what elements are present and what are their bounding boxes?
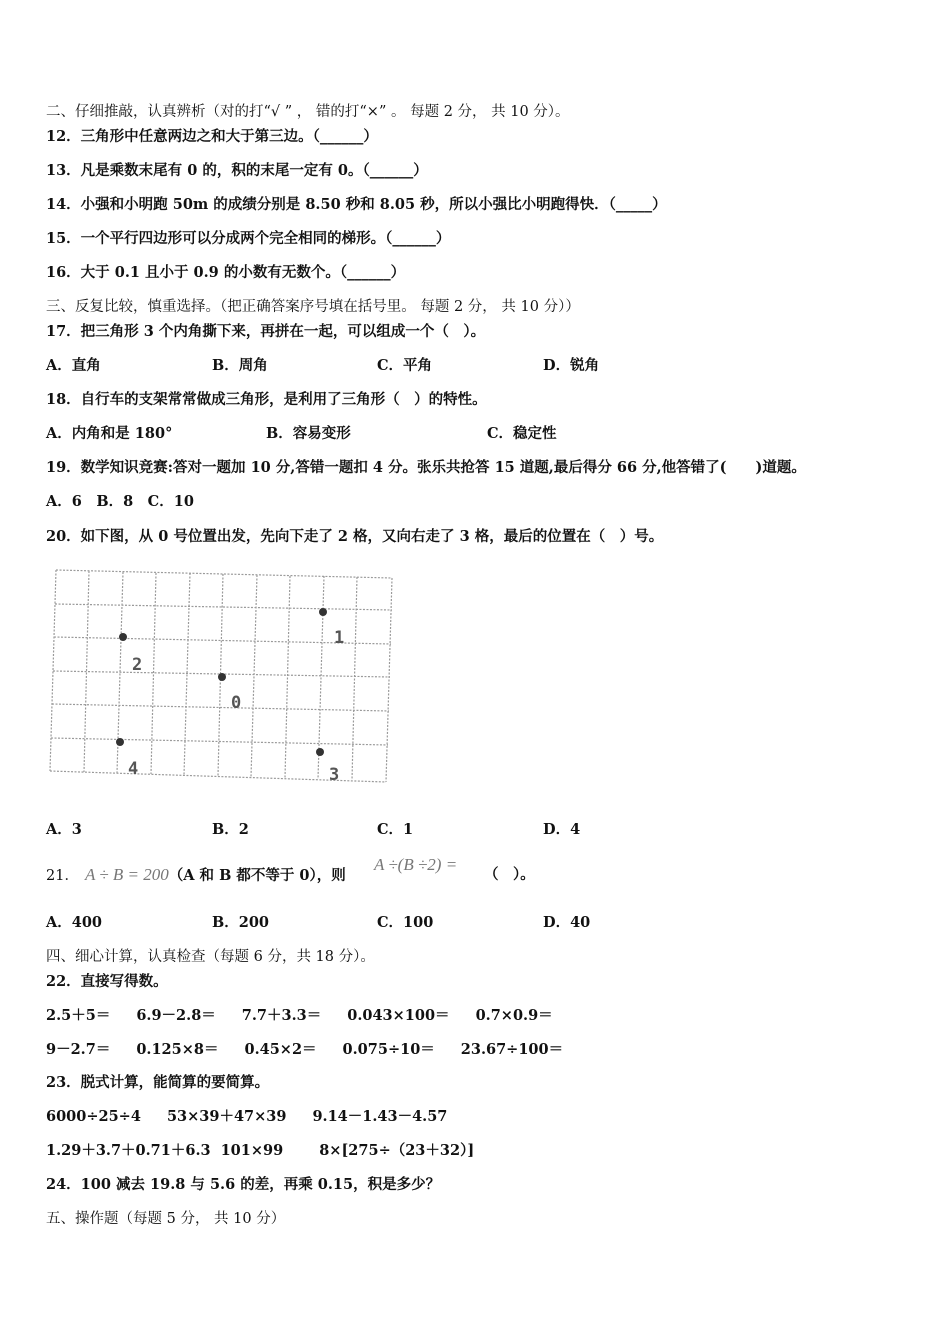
position-grid-figure <box>46 564 398 788</box>
grid-label-1: 1 <box>334 628 345 648</box>
question-19: 19．数学知识竞赛:答对一题加 10 分,答错一题扣 4 分。张乐共抢答 15 道题,最后得分 66 分,他答错了( )道题。 <box>46 459 806 476</box>
q21-option-a: A．400 <box>46 914 103 931</box>
q23-item: 8×[275÷（23＋32）] <box>319 1142 475 1159</box>
question-14: 14．小强和小明跑 50m 的成绩分别是 8.50 秒和 8.05 秒，所以小强比小明跑得快．（_____） <box>46 196 667 213</box>
q23-item: 9.14－1.43－4.57 <box>312 1108 448 1125</box>
q23-item: 6000÷25÷4 <box>46 1108 141 1125</box>
q22-item: 0.075÷10＝ <box>342 1041 435 1058</box>
section-3-header: 三、反复比较，慎重选择。（把正确答案序号填在括号里。 每题 2 分， 共 10 分）） <box>46 299 580 315</box>
section-2-header: 二、仔细推敲，认真辨析（对的打“√ ” ， 错的打“×” 。 每题 2 分， 共 10 分）。 <box>46 104 570 120</box>
point-4-dot <box>116 738 124 746</box>
q20-option-c: C．1 <box>377 821 414 838</box>
q21-option-b: B．200 <box>212 914 270 931</box>
q17-option-b: B．周角 <box>212 357 268 374</box>
question-16: 16．大于 0.1 且小于 0.9 的小数有无数个。（______） <box>46 264 406 281</box>
q20-option-d: D．4 <box>543 821 581 838</box>
q21-option-c: C．100 <box>377 914 434 931</box>
point-0-dot <box>218 673 226 681</box>
grid-label-0: 0 <box>231 693 242 713</box>
grid-label-3: 3 <box>329 765 340 785</box>
q19-options: A．6 B．8 C．10 <box>46 493 194 510</box>
q18-option-c: C．稳定性 <box>487 425 557 442</box>
grid-label-2: 2 <box>132 655 143 675</box>
question-21 <box>46 866 346 885</box>
q17-option-c: C．平角 <box>377 357 433 374</box>
q22-item: 9－2.7＝ <box>46 1041 111 1058</box>
q21-option-d: D．40 <box>543 914 591 931</box>
question-18: 18．自行车的支架常常做成三角形，是利用了三角形（ ）的特性。 <box>46 391 487 408</box>
q22-item: 23.67÷100＝ <box>460 1041 564 1058</box>
point-3-dot <box>316 748 324 756</box>
q22-item: 2.5＋5＝ <box>46 1007 111 1024</box>
q21-formula-1: A ÷ B = 200 <box>84 865 169 884</box>
question-15: 15．一个平行四边形可以分成两个完全相同的梯形。（______） <box>46 230 451 247</box>
q21-tail: （ ）。 <box>484 866 535 883</box>
point-2-dot <box>119 633 127 641</box>
q22-item: 0.043×100＝ <box>347 1007 450 1024</box>
question-23: 23．脱式计算，能简算的要简算。 <box>46 1074 270 1091</box>
q22-item: 6.9－2.8＝ <box>136 1007 216 1024</box>
q22-item: 0.45×2＝ <box>244 1041 317 1058</box>
question-24: 24．100 减去 19.8 与 5.6 的差，再乘 0.15，积是多少？ <box>46 1176 441 1193</box>
q23-row-1 <box>46 1108 473 1126</box>
question-20: 20．如下图，从 0 号位置出发，先向下走了 2 格，又向右走了 3 格，最后的位置在（ ）号。 <box>46 528 664 545</box>
q22-item: 7.7＋3.3＝ <box>241 1007 322 1024</box>
q23-item: 101×99 <box>220 1142 284 1159</box>
grid-label-4: 4 <box>128 759 139 779</box>
q18-option-a: A．内角和是 180° <box>46 425 173 442</box>
q22-item: 0.125×8＝ <box>136 1041 219 1058</box>
question-17: 17．把三角形 3 个内角撕下来，再拼在一起，可以组成一个（ ）。 <box>46 323 486 340</box>
q22-row-1 <box>46 1007 579 1025</box>
section-4-header: 四、细心计算，认真检查（每题 6 分，共 18 分）。 <box>46 949 375 965</box>
q20-option-a: A．3 <box>46 821 82 838</box>
point-1-dot <box>319 608 327 616</box>
question-22: 22．直接写得数。 <box>46 973 168 990</box>
q23-item: 53×39＋47×39 <box>166 1108 287 1125</box>
q21-condition: （A 和 B 都不等于 0），则 <box>168 867 346 884</box>
q21-formula-2: A ÷(B ÷2) = <box>374 855 458 874</box>
q21-number: 21． <box>46 868 79 884</box>
q17-option-d: D．锐角 <box>543 357 600 374</box>
section-5-header: 五、操作题（每题 5 分， 共 10 分） <box>46 1211 286 1227</box>
question-12: 12．三角形中任意两边之和大于第三边。（______） <box>46 128 378 145</box>
q23-row-2 <box>46 1142 500 1160</box>
q23-item: 1.29＋3.7＋0.71＋6.3 <box>46 1142 211 1159</box>
q22-row-2 <box>46 1041 589 1059</box>
q17-option-a: A．直角 <box>46 357 101 374</box>
question-13: 13．凡是乘数末尾有 0 的，积的末尾一定有 0。（______） <box>46 162 428 179</box>
q20-option-b: B．2 <box>212 821 249 838</box>
q18-option-b: B．容易变形 <box>266 425 351 442</box>
q22-item: 0.7×0.9＝ <box>475 1007 553 1024</box>
